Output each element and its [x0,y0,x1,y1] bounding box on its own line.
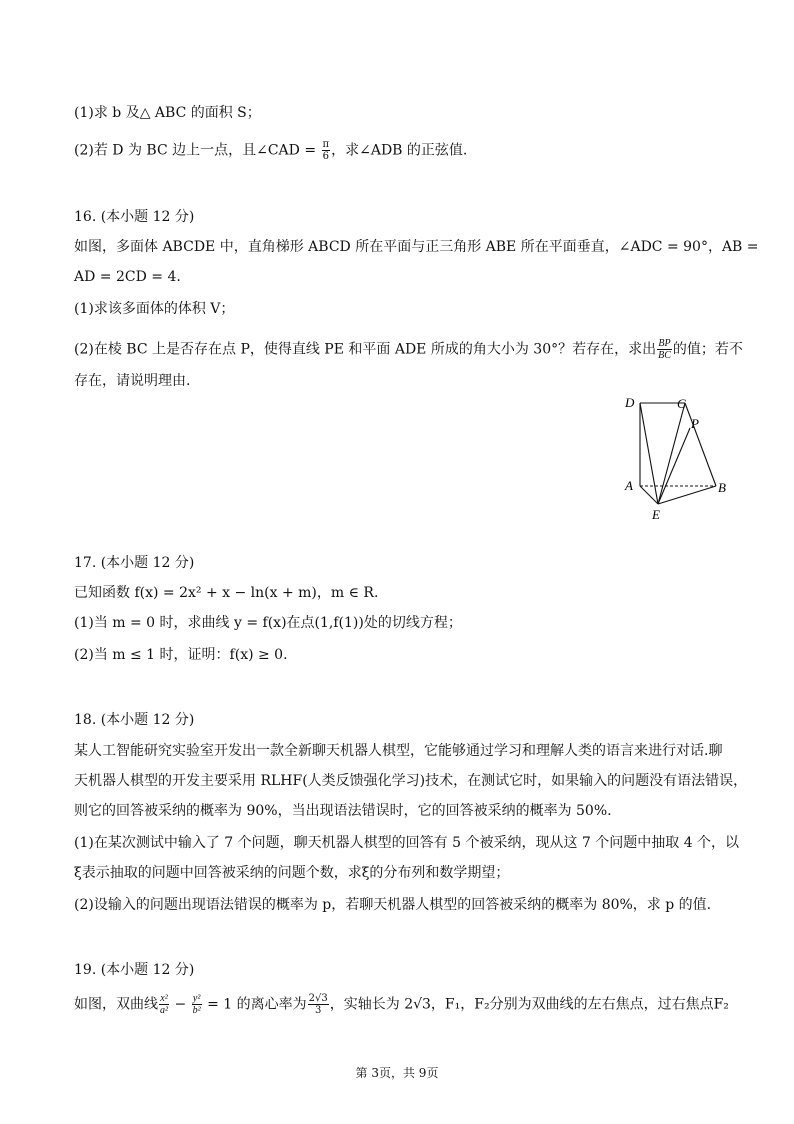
y2-over-b2-fraction: $\frac{\text{y²}}{\text{b²}}$ [192,993,201,1016]
q16-stem-line2: AD = 2CD = 4. [74,269,181,285]
pi-over-six-fraction: $\frac{\pi}{6}$ [322,139,330,162]
edge-ce [658,403,685,504]
q17-part2: (2)当 m ≤ 1 时，证明：f(x) ≥ 0. [74,647,288,663]
q19-heading: 19. (本小题 12 分) [74,962,195,978]
edge-pe [658,428,690,504]
label-b: B [718,480,726,495]
q17-stem: 已知函数 f(x) = 2x² + x − ln(x + m)，m ∈ R. [74,585,379,601]
q16-heading: 16. (本小题 12 分) [74,209,195,225]
q16-stem-line1: 如图，多面体 ABCDE 中，直角梯形 ABCD 所在平面与正三角形 ABE 所在平面垂直，∠ADC = 90°，AB = [74,239,759,255]
x2-over-a2-fraction: $\frac{\text{x²}}{\text{a²}}$ [160,993,168,1016]
q18-part2: (2)设输入的问题出现语法错误的概率为 p，若聊天机器人棋型的回答被采纳的概率为 80%，求 p 的值. [74,897,712,913]
q18-stem-line2: 天机器人棋型的开发主要采用 RLHF(人类反馈强化学习)技术，在测试它时，如果输入的问题没有语法错误， [74,773,748,789]
label-d: D [625,395,635,410]
label-c: C [677,396,686,411]
q18-heading: 18. (本小题 12 分) [74,712,195,728]
q18-stem-line1: 某人工智能研究实验室开发出一款全新聊天机器人棋型，它能够通过学习和理解人类的语言来进行对话.聊 [74,743,723,759]
q17-part1: (1)当 m = 0 时，求曲线 y = f(x)在点(1,f(1))处的切线方程； [74,615,462,631]
eccentricity-fraction: $\frac{2√3}{3}$ [308,993,328,1016]
q16-part2: (2)在棱 BC 上是否存在点 P，使得直线 PE 和平面 ADE 所成的角大小为 30°？若存在，求出 $\frac{BP}{BC}$ 的值；若不 [74,338,743,361]
edge-eb [658,486,716,504]
q18-part1-line1: (1)在某次测试中输入了 7 个问题，聊天机器人棋型的回答有 5 个被采纳，现从这 7 个问题中抽取 4 个，以 [74,835,740,851]
label-a: A [625,478,633,493]
edge-cb [685,403,716,486]
label-e: E [652,507,660,522]
bp-over-bc-fraction: $\frac{BP}{BC}$ [658,338,671,361]
page-footer: 第 3页，共 9页 [355,1066,439,1080]
q15-part2: (2)若 D 为 BC 边上一点，且∠CAD = $\frac{\pi}{6}$ ，求∠ADB 的正弦值. [74,139,468,162]
q15-part1: (1)求 b 及△ ABC 的面积 S； [74,105,261,121]
label-p: P [691,416,699,431]
q19-stem: 如图，双曲线 $\frac{\text{x²}}{\text{a²}}$ − $\frac{\text{y²}}{\text{b²}}$ = 1 的离心率为 $\frac{2√3}{3}$ ，实轴长为 2√3，F₁，F₂分别为双曲线的左右焦点，过右焦点F₂ [74,993,729,1016]
q17-heading: 17. (本小题 12 分) [74,555,195,571]
q18-part1-line2: ξ表示抽取的问题中回答被采纳的问题个数，求ξ的分布列和数学期望； [74,865,510,881]
polyhedron-figure [620,392,732,522]
q16-part1: (1)求该多面体的体积 V； [74,301,235,317]
q16-part2-line2: 存在，请说明理由. [74,373,191,389]
q18-stem-line3: 则它的回答被采纳的概率为 90%，当出现语法错误时，它的回答被采纳的概率为 50%. [74,803,612,819]
